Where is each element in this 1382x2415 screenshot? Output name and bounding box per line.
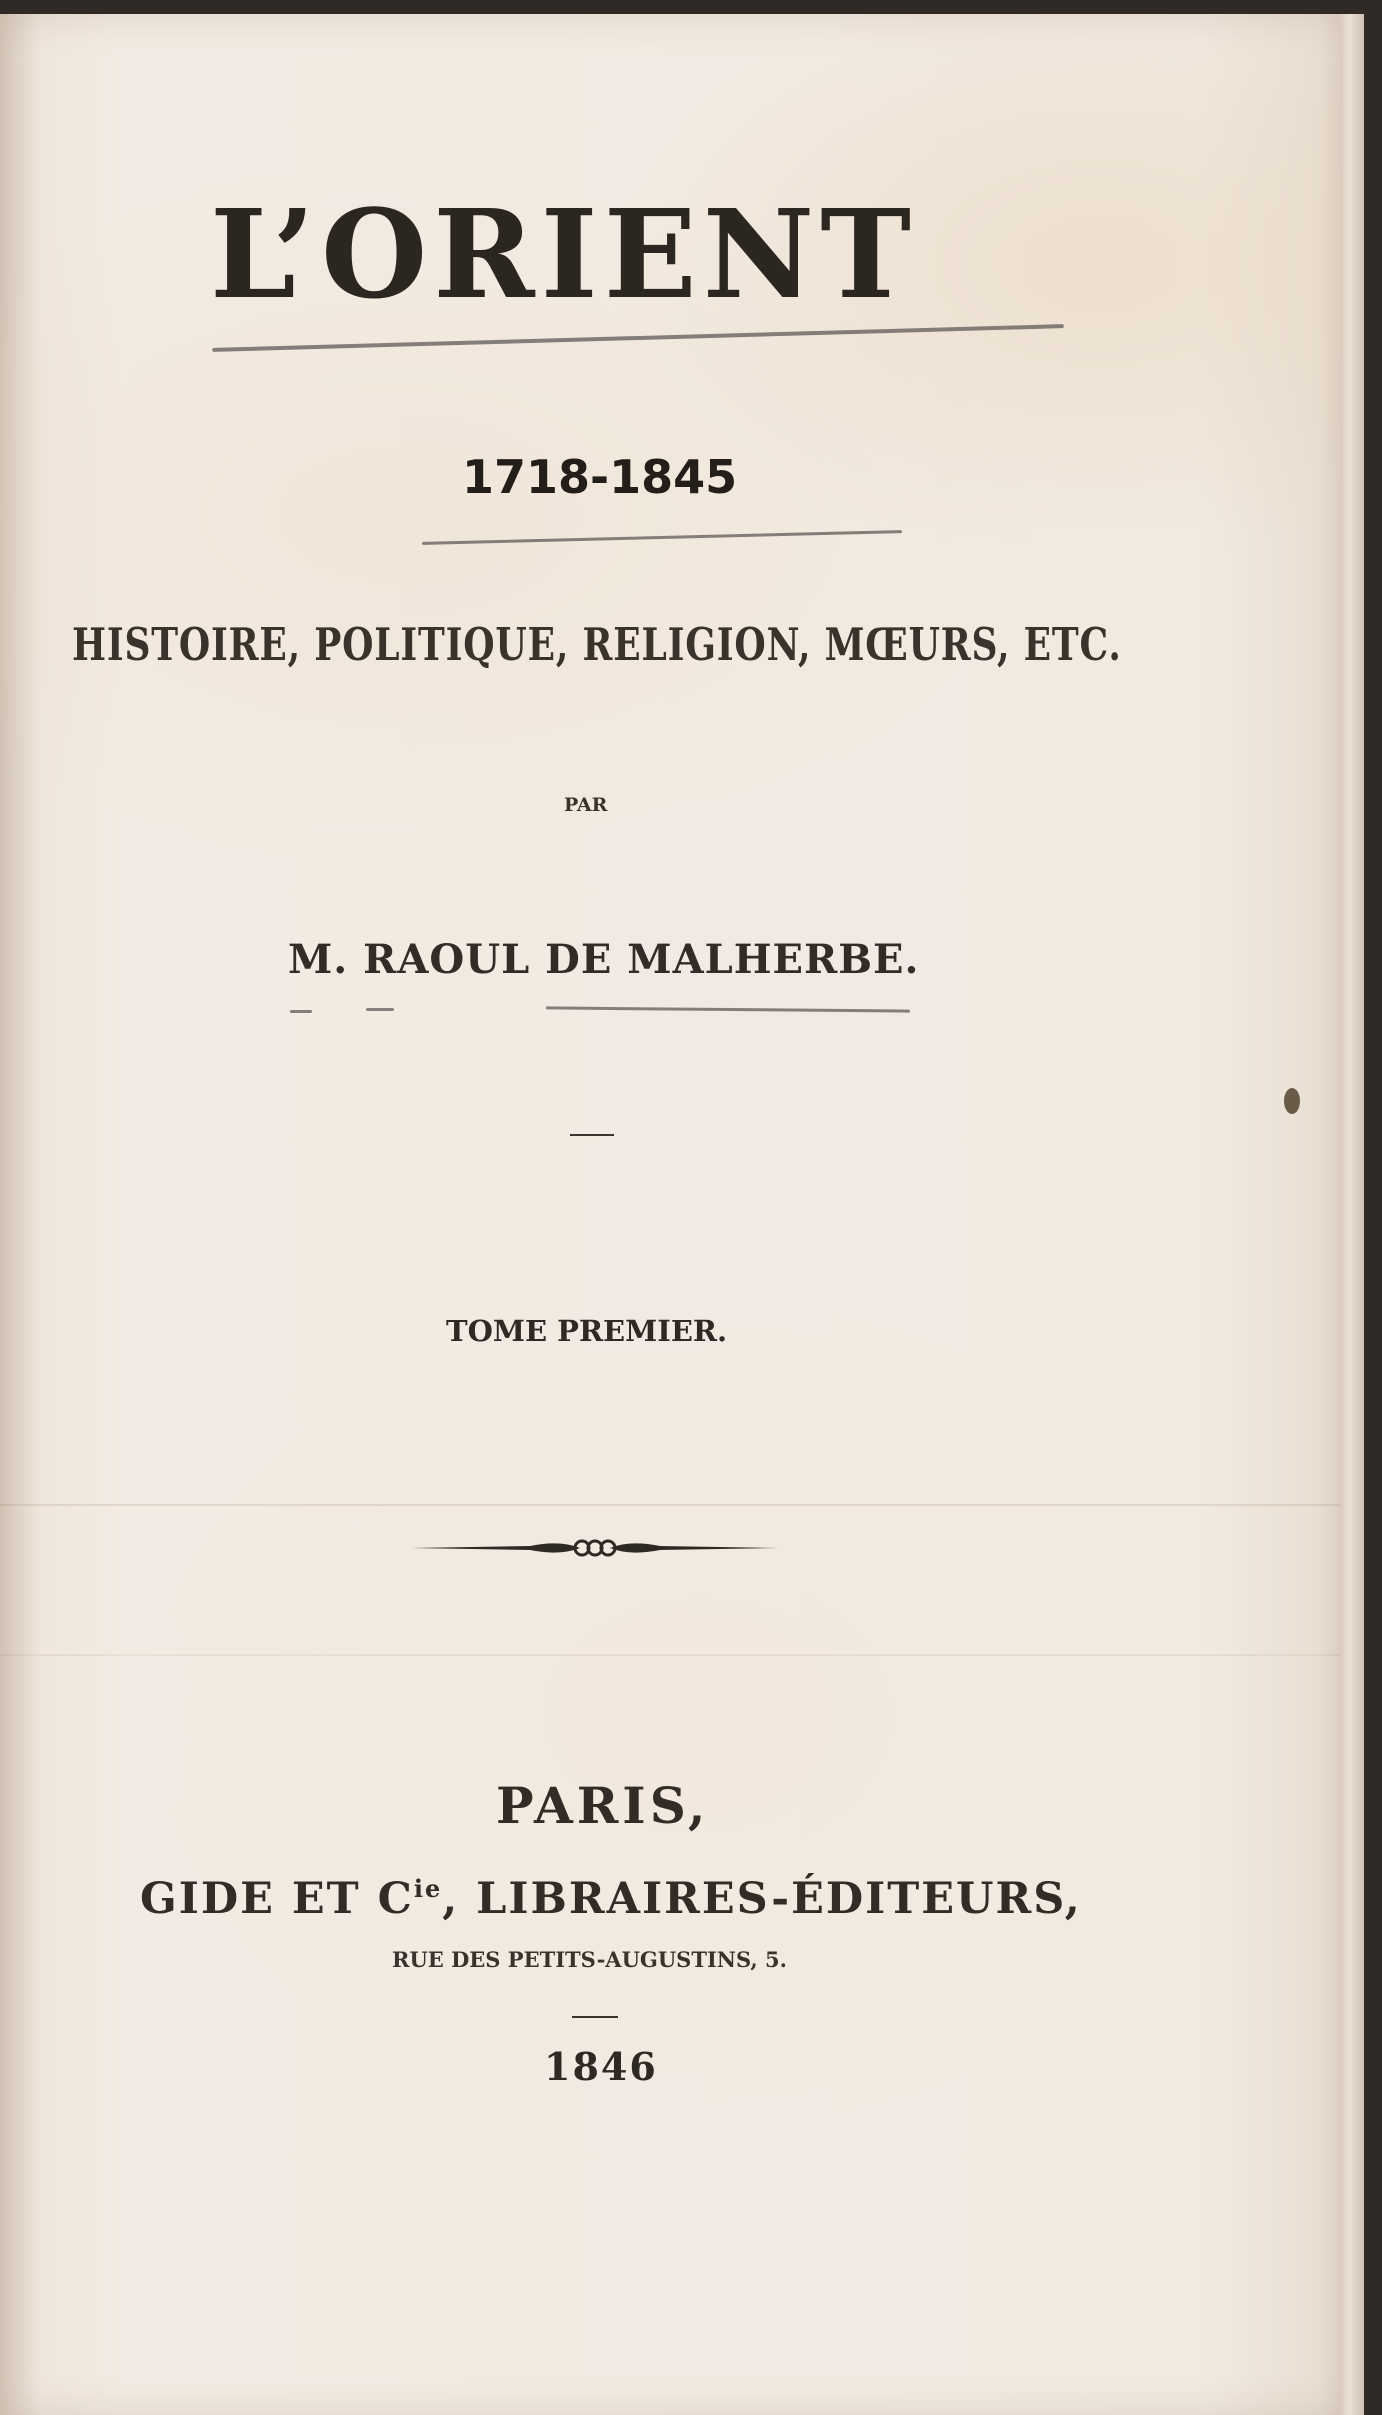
pencil-mark — [290, 1010, 312, 1013]
author-name: M. RAOUL DE MALHERBE. — [288, 936, 920, 983]
paper-crease — [0, 1654, 1340, 1656]
short-rule — [570, 1134, 614, 1136]
pencil-underline-author — [546, 1006, 910, 1012]
publication-year: 1846 — [544, 2044, 658, 2089]
publisher-superscript: ie — [413, 1874, 443, 1903]
paper-crease — [0, 1504, 1340, 1506]
ink-spot — [1284, 1088, 1300, 1114]
pencil-underline-dates — [422, 530, 902, 545]
publisher-line — [140, 1874, 1100, 1924]
volume-label: TOME PREMIER. — [446, 1314, 728, 1348]
pencil-mark — [366, 1008, 394, 1011]
ornament-divider — [410, 1528, 780, 1568]
book-title: L’ORIENT — [210, 182, 918, 326]
title-page — [0, 14, 1352, 2415]
by-label: PAR — [564, 794, 608, 816]
short-rule — [572, 2016, 618, 2018]
date-range: 1718-1845 — [462, 450, 738, 504]
publisher-role: , LIBRAIRES-ÉDITEURS, — [442, 1874, 1082, 1924]
page-edge — [1340, 14, 1364, 2415]
publisher-name: GIDE ET C — [140, 1874, 414, 1924]
book-subtitle: HISTOIRE, POLITIQUE, RELIGION, MŒURS, ETC. — [72, 618, 1122, 671]
publication-city: PARIS, — [496, 1776, 710, 1835]
pencil-underline-title — [212, 324, 1064, 352]
publisher-address: RUE DES PETITS-AUGUSTINS, 5. — [392, 1947, 787, 1972]
